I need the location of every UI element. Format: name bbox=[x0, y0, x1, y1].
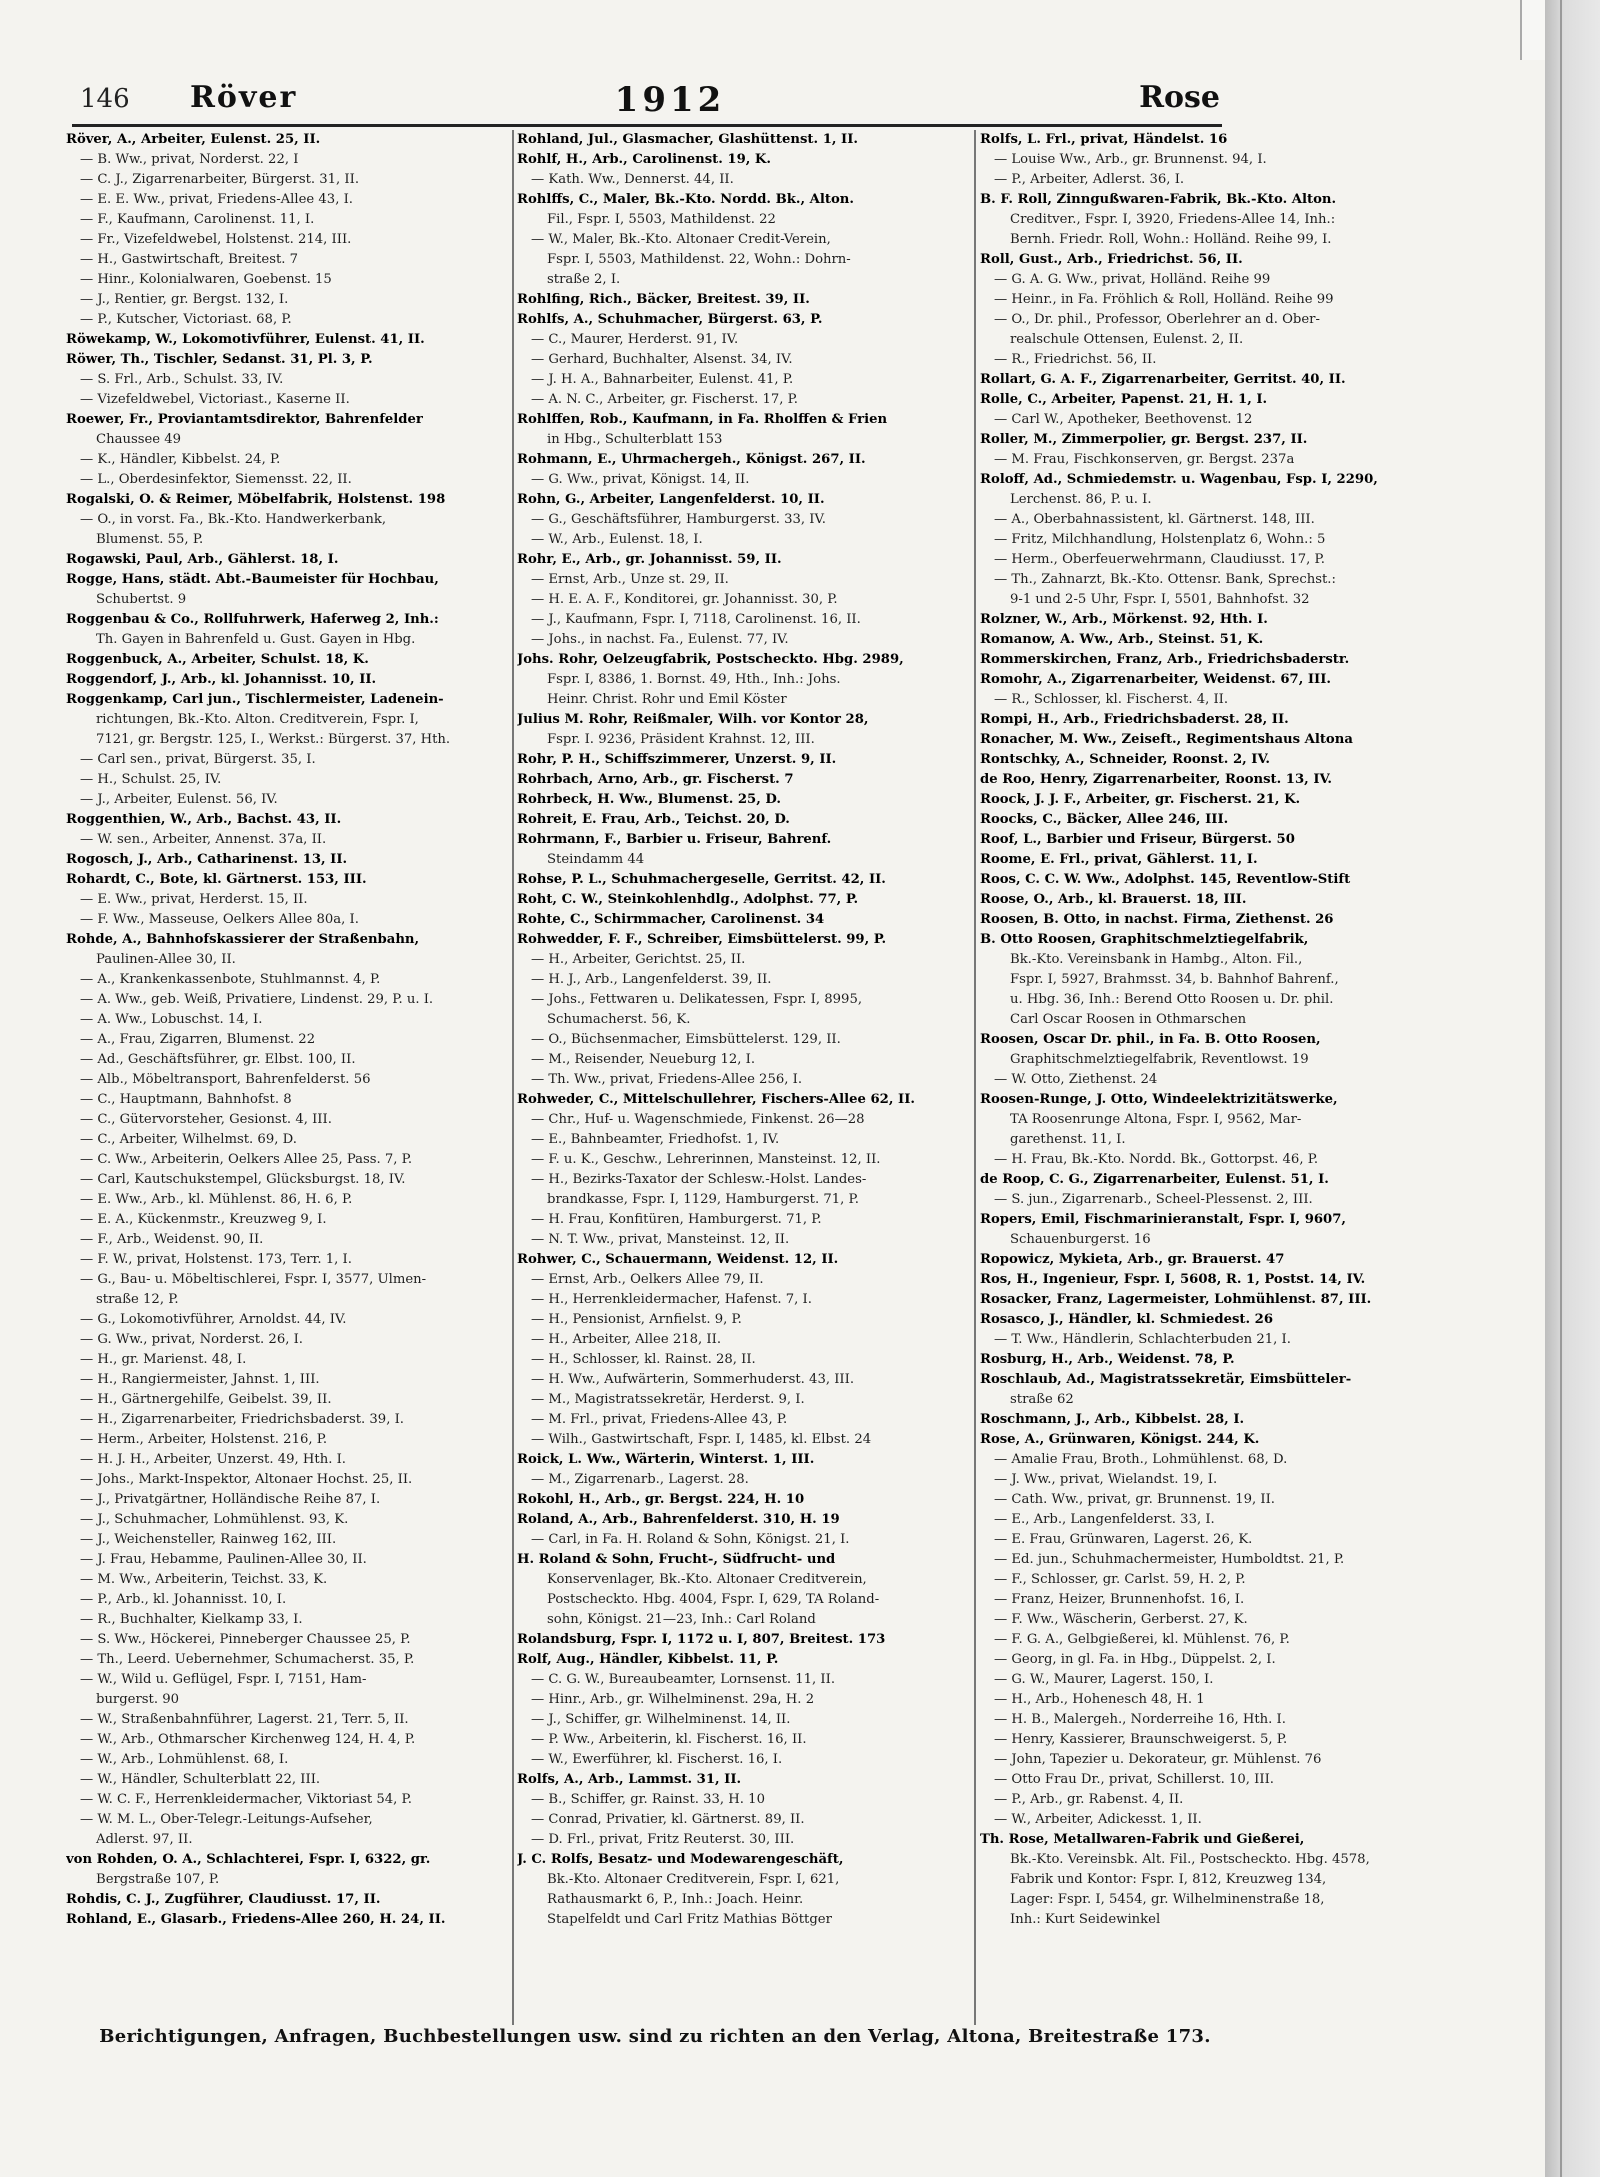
directory-entry: Bk.-Kto. Vereinsbk. Alt. Fil., Postscheckto. Hbg. 4578, bbox=[1010, 1852, 1370, 1867]
directory-entry: Julius M. Rohr, Reißmaler, Wilh. vor Kontor 28, bbox=[517, 712, 869, 727]
directory-entry: — W. sen., Arbeiter, Annenst. 37a, II. bbox=[80, 832, 327, 847]
directory-entry: — B., Schiffer, gr. Rainst. 33, H. 10 bbox=[531, 1792, 765, 1807]
directory-column-1 bbox=[66, 130, 510, 2015]
directory-entry: — K., Händler, Kibbelst. 24, P. bbox=[80, 452, 281, 467]
scan-margin-line bbox=[1560, 0, 1562, 2177]
directory-entry: Rohdis, C. J., Zugführer, Claudiusst. 17, II. bbox=[66, 1892, 381, 1907]
directory-entry: Lager: Fspr. I, 5454, gr. Wilhelminenstraße 18, bbox=[1010, 1892, 1325, 1907]
directory-entry: — F. Ww., Masseuse, Oelkers Allee 80a, I. bbox=[80, 912, 359, 927]
directory-entry: — Ernst, Arb., Oelkers Allee 79, II. bbox=[531, 1272, 764, 1287]
directory-entry: — F. W., privat, Holstenst. 173, Terr. 1, I. bbox=[80, 1252, 352, 1267]
directory-entry: — J., Arbeiter, Eulenst. 56, IV. bbox=[80, 792, 278, 807]
directory-entry: — A., Oberbahnassistent, kl. Gärtnerst. 148, III. bbox=[994, 512, 1315, 527]
publisher-footer: Berichtigungen, Anfragen, Buchbestellungen usw. sind zu richten an den Verlag, Altona, Breitestraße 173. bbox=[99, 2026, 1211, 2047]
directory-entry: — P., Arb., kl. Johannisst. 10, I. bbox=[80, 1592, 287, 1607]
directory-entry: — H. J., Arb., Langenfelderst. 39, II. bbox=[531, 972, 772, 987]
directory-entry: Th. Rose, Metallwaren-Fabrik und Gießerei, bbox=[980, 1832, 1305, 1847]
directory-entry: TA Roosenrunge Altona, Fspr. I, 9562, Mar- bbox=[1010, 1112, 1302, 1127]
directory-entry: — W., Arb., Othmarscher Kirchenweg 124, H. 4, P. bbox=[80, 1732, 416, 1747]
directory-entry: — H., Arbeiter, Gerichtst. 25, II. bbox=[531, 952, 746, 967]
directory-entry: — Alb., Möbeltransport, Bahrenfelderst. 56 bbox=[80, 1072, 371, 1087]
directory-entry: — O., Büchsenmacher, Eimsbüttelerst. 129, II. bbox=[531, 1032, 841, 1047]
right-catchword: Rose bbox=[1139, 80, 1220, 115]
directory-entry: — C., Gütervorsteher, Gesionst. 4, III. bbox=[80, 1112, 332, 1127]
directory-entry: — E. Ww., privat, Herderst. 15, II. bbox=[80, 892, 308, 907]
directory-entry: — Heinr., in Fa. Fröhlich & Roll, Holländ. Reihe 99 bbox=[994, 292, 1334, 307]
directory-entry: — Carl W., Apotheker, Beethovenst. 12 bbox=[994, 412, 1253, 427]
directory-entry: — J., Privatgärtner, Holländische Reihe 87, I. bbox=[80, 1492, 381, 1507]
scan-margin bbox=[1545, 0, 1600, 2177]
year-heading: 1912 bbox=[614, 80, 726, 120]
directory-entry: 7121, gr. Bergstr. 125, I., Werkst.: Bürgerst. 37, Hth. bbox=[96, 732, 451, 747]
directory-entry: — G., Bau- u. Möbeltischlerei, Fspr. I, 3577, Ulmen- bbox=[80, 1272, 427, 1287]
directory-entry: — Georg, in gl. Fa. in Hbg., Düppelst. 2, I. bbox=[994, 1652, 1276, 1667]
directory-entry: — E., Arb., Langenfelderst. 33, I. bbox=[994, 1512, 1215, 1527]
directory-entry: — H., Herrenkleidermacher, Hafenst. 7, I. bbox=[531, 1292, 812, 1307]
directory-entry: Inh.: Kurt Seidewinkel bbox=[1010, 1912, 1161, 1927]
directory-entry: — E. Frau, Grünwaren, Lagerst. 26, K. bbox=[994, 1532, 1253, 1547]
directory-entry: — W., Händler, Schulterblatt 22, III. bbox=[80, 1772, 321, 1787]
directory-entry: Rose, A., Grünwaren, Königst. 244, K. bbox=[980, 1432, 1260, 1447]
directory-entry: — H. Ww., Aufwärterin, Sommerhuderst. 43, III. bbox=[531, 1372, 855, 1387]
directory-entry: Roosen-Runge, J. Otto, Windeelektrizitätswerke, bbox=[980, 1092, 1338, 1107]
directory-entry: Rohde, A., Bahnhofskassierer der Straßenbahn, bbox=[66, 932, 420, 947]
directory-entry: — C., Arbeiter, Wilhelmst. 69, D. bbox=[80, 1132, 297, 1147]
directory-entry: Rohweder, C., Mittelschullehrer, Fischers-Allee 62, II. bbox=[517, 1092, 915, 1107]
directory-entry: — R., Buchhalter, Kielkamp 33, I. bbox=[80, 1612, 303, 1627]
directory-entry: — C. G. W., Bureaubeamter, Lornsenst. 11, II. bbox=[531, 1672, 836, 1687]
directory-entry: — Fritz, Milchhandlung, Holstenplatz 6, Wohn.: 5 bbox=[994, 532, 1326, 547]
directory-entry: Roof, L., Barbier und Friseur, Bürgerst. 50 bbox=[980, 832, 1295, 847]
directory-entry: — W., Straßenbahnführer, Lagerst. 21, Terr. 5, II. bbox=[80, 1712, 409, 1727]
directory-entry: Rolfs, A., Arb., Lammst. 31, II. bbox=[517, 1772, 742, 1787]
directory-entry: — A. Ww., geb. Weiß, Privatiere, Lindenst. 29, P. u. I. bbox=[80, 992, 434, 1007]
directory-entry: Rompi, H., Arb., Friedrichsbaderst. 28, II. bbox=[980, 712, 1289, 727]
directory-entry: — H., Arbeiter, Allee 218, II. bbox=[531, 1332, 722, 1347]
directory-entry: Rohn, G., Arbeiter, Langenfelderst. 10, II. bbox=[517, 492, 825, 507]
directory-entry: — Th., Leerd. Uebernehmer, Schumacherst. 35, P. bbox=[80, 1652, 415, 1667]
directory-entry: — Amalie Frau, Broth., Lohmühlenst. 68, D. bbox=[994, 1452, 1288, 1467]
directory-entry: Schumacherst. 56, K. bbox=[547, 1012, 691, 1027]
directory-entry: Bergstraße 107, P. bbox=[96, 1872, 220, 1887]
directory-entry: — P., Arbeiter, Adlerst. 36, I. bbox=[994, 172, 1185, 187]
directory-entry: Th. Gayen in Bahrenfeld u. Gust. Gayen in Hbg. bbox=[96, 632, 416, 647]
directory-entry: Adlerst. 97, II. bbox=[96, 1832, 193, 1847]
directory-entry: — H. J. H., Arbeiter, Unzerst. 49, Hth. I. bbox=[80, 1452, 346, 1467]
directory-entry: Roosen, Oscar Dr. phil., in Fa. B. Otto Roosen, bbox=[980, 1032, 1321, 1047]
directory-entry: Schubertst. 9 bbox=[96, 592, 187, 607]
directory-entry: Rohr, P. H., Schiffszimmerer, Unzerst. 9, II. bbox=[517, 752, 837, 767]
directory-entry: — D. Frl., privat, Fritz Reuterst. 30, III. bbox=[531, 1832, 795, 1847]
column-divider bbox=[512, 130, 514, 2025]
directory-entry: Rolzner, W., Arb., Mörkenst. 92, Hth. I. bbox=[980, 612, 1268, 627]
directory-entry: Roose, O., Arb., kl. Brauerst. 18, III. bbox=[980, 892, 1247, 907]
directory-entry: Bk.-Kto. Altonaer Creditverein, Fspr. I, 621, bbox=[547, 1872, 840, 1887]
directory-entry: Röver, A., Arbeiter, Eulenst. 25, II. bbox=[66, 132, 321, 147]
directory-entry: — H. Frau, Bk.-Kto. Nordd. Bk., Gottorpst. 46, P. bbox=[994, 1152, 1319, 1167]
directory-entry: — Herm., Oberfeuerwehrmann, Claudiusst. 17, P. bbox=[994, 552, 1325, 567]
directory-entry: — H. Frau, Konfitüren, Hamburgerst. 71, P. bbox=[531, 1212, 822, 1227]
directory-entry: Roland, A., Arb., Bahrenfelderst. 310, H. 19 bbox=[517, 1512, 840, 1527]
directory-entry: — F., Arb., Weidenst. 90, II. bbox=[80, 1232, 264, 1247]
directory-entry: — Herm., Arbeiter, Holstenst. 216, P. bbox=[80, 1432, 328, 1447]
directory-entry: straße 62 bbox=[1010, 1392, 1074, 1407]
directory-entry: — Conrad, Privatier, kl. Gärtnerst. 89, II. bbox=[531, 1812, 805, 1827]
directory-entry: Heinr. Christ. Rohr und Emil Köster bbox=[547, 692, 787, 707]
directory-entry: — M. Ww., Arbeiterin, Teichst. 33, K. bbox=[80, 1572, 328, 1587]
directory-entry: — N. T. Ww., privat, Mansteinst. 12, II. bbox=[531, 1232, 790, 1247]
directory-entry: Röwer, Th., Tischler, Sedanst. 31, Pl. 3, P. bbox=[66, 352, 373, 367]
directory-entry: Roschlaub, Ad., Magistratssekretär, Eimsbütteler- bbox=[980, 1372, 1352, 1387]
directory-entry: — H., Rangiermeister, Jahnst. 1, III. bbox=[80, 1372, 320, 1387]
directory-entry: — A. Ww., Lobuschst. 14, I. bbox=[80, 1012, 263, 1027]
directory-entry: — G. Ww., privat, Königst. 14, II. bbox=[531, 472, 750, 487]
directory-entry: — F. Ww., Wäscherin, Gerberst. 27, K. bbox=[994, 1612, 1248, 1627]
directory-entry: brandkasse, Fspr. I, 1129, Hamburgerst. 71, P. bbox=[547, 1192, 859, 1207]
header-rule bbox=[72, 124, 1222, 127]
directory-entry: B. Otto Roosen, Graphitschmelztiegelfabrik, bbox=[980, 932, 1309, 947]
directory-entry: Rogosch, J., Arb., Catharinenst. 13, II. bbox=[66, 852, 348, 867]
directory-entry: — Ed. jun., Schuhmachermeister, Humboldtst. 21, P. bbox=[994, 1552, 1345, 1567]
directory-entry: — G. W., Maurer, Lagerst. 150, I. bbox=[994, 1672, 1214, 1687]
directory-entry: Rosasco, J., Händler, kl. Schmiedest. 26 bbox=[980, 1312, 1274, 1327]
directory-entry: — G. Ww., privat, Norderst. 26, I. bbox=[80, 1332, 303, 1347]
directory-entry: — A. N. C., Arbeiter, gr. Fischerst. 17, P. bbox=[531, 392, 799, 407]
directory-entry: Rosburg, H., Arb., Weidenst. 78, P. bbox=[980, 1352, 1235, 1367]
directory-entry: — P., Arb., gr. Rabenst. 4, II. bbox=[994, 1792, 1184, 1807]
directory-entry: — R., Schlosser, kl. Fischerst. 4, II. bbox=[994, 692, 1229, 707]
directory-entry: Postscheckto. Hbg. 4004, Fspr. I, 629, TA Roland- bbox=[547, 1592, 880, 1607]
directory-entry: Bk.-Kto. Vereinsbank in Hambg., Alton. Fil., bbox=[1010, 952, 1303, 967]
directory-entry: — M., Reisender, Neueburg 12, I. bbox=[531, 1052, 756, 1067]
directory-entry: — B. Ww., privat, Norderst. 22, I bbox=[80, 152, 299, 167]
directory-entry: — M., Zigarrenarb., Lagerst. 28. bbox=[531, 1472, 749, 1487]
directory-entry: H. Roland & Sohn, Frucht-, Südfrucht- und bbox=[517, 1552, 836, 1567]
directory-entry: — H. B., Malergeh., Norderreihe 16, Hth. I. bbox=[994, 1712, 1286, 1727]
directory-entry: — G. A. G. Ww., privat, Holländ. Reihe 99 bbox=[994, 272, 1271, 287]
directory-entry: — Chr., Huf- u. Wagenschmiede, Finkenst. 26—28 bbox=[531, 1112, 865, 1127]
directory-entry: J. C. Rolfs, Besatz- und Modewarengeschäft, bbox=[517, 1852, 844, 1867]
directory-entry: — F., Schlosser, gr. Carlst. 59, H. 2, P. bbox=[994, 1572, 1246, 1587]
directory-entry: — H., Zigarrenarbeiter, Friedrichsbaderst. 39, I. bbox=[80, 1412, 404, 1427]
directory-entry: Rohlfing, Rich., Bäcker, Breitest. 39, II. bbox=[517, 292, 810, 307]
directory-entry: Rohwer, C., Schauermann, Weidenst. 12, II. bbox=[517, 1252, 839, 1267]
directory-entry: — C. J., Zigarrenarbeiter, Bürgerst. 31, II. bbox=[80, 172, 360, 187]
directory-entry: Roome, E. Frl., privat, Gählerst. 11, I. bbox=[980, 852, 1258, 867]
directory-entry: Roschmann, J., Arb., Kibbelst. 28, I. bbox=[980, 1412, 1245, 1427]
directory-entry: Rosacker, Franz, Lagermeister, Lohmühlenst. 87, III. bbox=[980, 1292, 1372, 1307]
directory-entry: — J. Ww., privat, Wielandst. 19, I. bbox=[994, 1472, 1218, 1487]
directory-entry: — S. Frl., Arb., Schulst. 33, IV. bbox=[80, 372, 284, 387]
directory-entry: — E. Ww., Arb., kl. Mühlenst. 86, H. 6, P. bbox=[80, 1192, 353, 1207]
directory-entry: Rohrbeck, H. Ww., Blumenst. 25, D. bbox=[517, 792, 781, 807]
directory-entry: — W., Arbeiter, Adickesst. 1, II. bbox=[994, 1812, 1202, 1827]
directory-entry: de Roo, Henry, Zigarrenarbeiter, Roonst. 13, IV. bbox=[980, 772, 1333, 787]
directory-entry: Roht, C. W., Steinkohlenhdlg., Adolphst. 77, P. bbox=[517, 892, 859, 907]
directory-entry: Stapelfeldt und Carl Fritz Mathias Böttger bbox=[547, 1912, 832, 1927]
directory-entry: Rommerskirchen, Franz, Arb., Friedrichsbaderstr. bbox=[980, 652, 1350, 667]
directory-entry: — Carl, in Fa. H. Roland & Sohn, Königst. 21, I. bbox=[531, 1532, 850, 1547]
directory-entry: richtungen, Bk.-Kto. Alton. Creditverein, Fspr. I, bbox=[96, 712, 419, 727]
directory-entry: Ropowicz, Mykieta, Arb., gr. Brauerst. 47 bbox=[980, 1252, 1285, 1267]
directory-entry: — Gerhard, Buchhalter, Alsenst. 34, IV. bbox=[531, 352, 793, 367]
directory-entry: Rohland, Jul., Glasmacher, Glashüttenst. 1, II. bbox=[517, 132, 858, 147]
directory-entry: — Franz, Heizer, Brunnenhofst. 16, I. bbox=[994, 1592, 1245, 1607]
directory-entry: — Johs., Markt-Inspektor, Altonaer Hochst. 25, II. bbox=[80, 1472, 413, 1487]
directory-entry: — P. Ww., Arbeiterin, kl. Fischerst. 16, II. bbox=[531, 1732, 807, 1747]
directory-entry: — C., Hauptmann, Bahnhofst. 8 bbox=[80, 1092, 292, 1107]
directory-entry: Fspr. I, 5927, Brahmsst. 34, b. Bahnhof Bahrenf., bbox=[1010, 972, 1339, 987]
directory-entry: Roewer, Fr., Proviantamtsdirektor, Bahrenfelder bbox=[66, 412, 423, 427]
directory-entry: Rohlf, H., Arb., Carolinenst. 19, K. bbox=[517, 152, 771, 167]
directory-entry: — H., Schulst. 25, IV. bbox=[80, 772, 222, 787]
directory-entry: — J., Rentier, gr. Bergst. 132, I. bbox=[80, 292, 289, 307]
directory-entry: — Louise Ww., Arb., gr. Brunnenst. 94, I. bbox=[994, 152, 1267, 167]
directory-entry: — Cath. Ww., privat, gr. Brunnenst. 19, II. bbox=[994, 1492, 1275, 1507]
directory-entry: — Ad., Geschäftsführer, gr. Elbst. 100, II. bbox=[80, 1052, 356, 1067]
directory-entry: de Roop, C. G., Zigarrenarbeiter, Eulenst. 51, I. bbox=[980, 1172, 1329, 1187]
directory-entry: — A., Frau, Zigarren, Blumenst. 22 bbox=[80, 1032, 316, 1047]
directory-entry: — H., gr. Marienst. 48, I. bbox=[80, 1352, 247, 1367]
directory-entry: — J., Kaufmann, Fspr. I, 7118, Carolinenst. 16, II. bbox=[531, 612, 861, 627]
directory-entry: Blumenst. 55, P. bbox=[96, 532, 204, 547]
directory-entry: — L., Oberdesinfektor, Siemensst. 22, II. bbox=[80, 472, 352, 487]
directory-column-3 bbox=[980, 130, 1405, 2015]
directory-column-2 bbox=[517, 130, 967, 2015]
directory-entry: — T. Ww., Händlerin, Schlachterbuden 21, I. bbox=[994, 1332, 1291, 1347]
directory-entry: Ros, H., Ingenieur, Fspr. I, 5608, R. 1, Postst. 14, IV. bbox=[980, 1272, 1366, 1287]
directory-entry: — H., Gärtnergehilfe, Geibelst. 39, II. bbox=[80, 1392, 332, 1407]
directory-entry: — E. E. Ww., privat, Friedens-Allee 43, I. bbox=[80, 192, 353, 207]
directory-entry: Romanow, A. Ww., Arb., Steinst. 51, K. bbox=[980, 632, 1264, 647]
directory-entry: — S. Ww., Höckerei, Pinneberger Chaussee 25, P. bbox=[80, 1632, 411, 1647]
directory-entry: Roggenbau & Co., Rollfuhrwerk, Haferweg 2, Inh.: bbox=[66, 612, 439, 627]
directory-entry: — W. M. L., Ober-Telegr.-Leitungs-Aufseher, bbox=[80, 1812, 373, 1827]
directory-entry: Rontschky, A., Schneider, Roonst. 2, IV. bbox=[980, 752, 1270, 767]
directory-entry: — H., Schlosser, kl. Rainst. 28, II. bbox=[531, 1352, 756, 1367]
directory-entry: Steindamm 44 bbox=[547, 852, 645, 867]
directory-entry: — F. G. A., Gelbgießerei, kl. Mühlenst. 76, P. bbox=[994, 1632, 1290, 1647]
directory-entry: Roloff, Ad., Schmiedemstr. u. Wagenbau, Fsp. I, 2290, bbox=[980, 472, 1378, 487]
directory-entry: — J., Schiffer, gr. Wilhelminenst. 14, II. bbox=[531, 1712, 791, 1727]
directory-entry: Rohr, E., Arb., gr. Johannisst. 59, II. bbox=[517, 552, 782, 567]
directory-entry: — Carl, Kautschukstempel, Glücksburgst. 18, IV. bbox=[80, 1172, 406, 1187]
directory-entry: — C., Maurer, Herderst. 91, IV. bbox=[531, 332, 739, 347]
directory-entry: Rohreit, E. Frau, Arb., Teichst. 20, D. bbox=[517, 812, 790, 827]
directory-entry: — H., Bezirks-Taxator der Schlesw.-Holst. Landes- bbox=[531, 1172, 867, 1187]
directory-entry: — G., Geschäftsführer, Hamburgerst. 33, IV. bbox=[531, 512, 826, 527]
directory-entry: Rohardt, C., Bote, kl. Gärtnerst. 153, III. bbox=[66, 872, 367, 887]
directory-entry: Paulinen-Allee 30, II. bbox=[96, 952, 236, 967]
directory-entry: — Th., Zahnarzt, Bk.-Kto. Ottensr. Bank, Sprechst.: bbox=[994, 572, 1336, 587]
directory-entry: — F. u. K., Geschw., Lehrerinnen, Mansteinst. 12, II. bbox=[531, 1152, 881, 1167]
directory-entry: — H., Pensionist, Arnfielst. 9, P. bbox=[531, 1312, 742, 1327]
directory-entry: Rogge, Hans, städt. Abt.-Baumeister für Hochbau, bbox=[66, 572, 439, 587]
directory-entry: — Johs., in nachst. Fa., Eulenst. 77, IV. bbox=[531, 632, 789, 647]
directory-entry: Rohlffen, Rob., Kaufmann, in Fa. Rholffen & Frien bbox=[517, 412, 888, 427]
directory-entry: Rolle, C., Arbeiter, Papenst. 21, H. 1, I. bbox=[980, 392, 1268, 407]
directory-entry: Röwekamp, W., Lokomotivführer, Eulenst. 41, II. bbox=[66, 332, 425, 347]
directory-entry: — O., Dr. phil., Professor, Oberlehrer an d. Ober- bbox=[994, 312, 1320, 327]
directory-entry: realschule Ottensen, Eulenst. 2, II. bbox=[1010, 332, 1244, 347]
directory-entry: — S. jun., Zigarrenarb., Scheel-Plessenst. 2, III. bbox=[994, 1192, 1313, 1207]
directory-entry: Rolandsburg, Fspr. I, 1172 u. I, 807, Breitest. 173 bbox=[517, 1632, 886, 1647]
directory-entry: — M. Frau, Fischkonserven, gr. Bergst. 237a bbox=[994, 452, 1295, 467]
page-number: 146 bbox=[80, 84, 130, 114]
directory-entry: Fabrik und Kontor: Fspr. I, 812, Kreuzweg 134, bbox=[1010, 1872, 1327, 1887]
directory-entry: Rohland, E., Glasarb., Friedens-Allee 260, H. 24, II. bbox=[66, 1912, 446, 1927]
directory-entry: — J., Schuhmacher, Lohmühlenst. 93, K. bbox=[80, 1512, 349, 1527]
directory-entry: Roggendorf, J., Arb., kl. Johannisst. 10, II. bbox=[66, 672, 377, 687]
directory-entry: Rohwedder, F. F., Schreiber, Eimsbüttelerst. 99, P. bbox=[517, 932, 887, 947]
directory-entry: — J. Frau, Hebamme, Paulinen-Allee 30, II. bbox=[80, 1552, 367, 1567]
directory-entry: — M., Magistratssekretär, Herderst. 9, I. bbox=[531, 1392, 805, 1407]
directory-entry: — Henry, Kassierer, Braunschweigerst. 5, P. bbox=[994, 1732, 1288, 1747]
directory-entry: Bernh. Friedr. Roll, Wohn.: Holländ. Reihe 99, I. bbox=[1010, 232, 1332, 247]
directory-entry: sohn, Königst. 21—23, Inh.: Carl Roland bbox=[547, 1612, 816, 1627]
directory-entry: Rohrmann, F., Barbier u. Friseur, Bahrenf. bbox=[517, 832, 832, 847]
directory-entry: — W., Wild u. Geflügel, Fspr. I, 7151, Ham- bbox=[80, 1672, 367, 1687]
directory-entry: Rolfs, L. Frl., privat, Händelst. 16 bbox=[980, 132, 1228, 147]
directory-entry: Roggenbuck, A., Arbeiter, Schulst. 18, K. bbox=[66, 652, 369, 667]
directory-entry: — E., Bahnbeamter, Friedhofst. 1, IV. bbox=[531, 1132, 780, 1147]
directory-entry: — J., Weichensteller, Rainweg 162, III. bbox=[80, 1532, 337, 1547]
directory-entry: Fspr. I, 8386, 1. Bornst. 49, Hth., Inh.: Johs. bbox=[547, 672, 841, 687]
directory-entry: Roll, Gust., Arb., Friedrichst. 56, II. bbox=[980, 252, 1243, 267]
directory-entry: Lerchenst. 86, P. u. I. bbox=[1010, 492, 1152, 507]
directory-entry: — J. H. A., Bahnarbeiter, Eulenst. 41, P. bbox=[531, 372, 794, 387]
column-divider bbox=[974, 130, 976, 2025]
directory-entry: u. Hbg. 36, Inh.: Berend Otto Roosen u. Dr. phil. bbox=[1010, 992, 1334, 1007]
left-catchword: Röver bbox=[190, 80, 298, 115]
directory-entry: — Th. Ww., privat, Friedens-Allee 256, I. bbox=[531, 1072, 803, 1087]
directory-entry: Roick, L. Ww., Wärterin, Winterst. 1, III. bbox=[517, 1452, 815, 1467]
directory-entry: — A., Krankenkassenbote, Stuhlmannst. 4, P. bbox=[80, 972, 381, 987]
directory-entry: — G., Lokomotivführer, Arnoldst. 44, IV. bbox=[80, 1312, 347, 1327]
directory-entry: Ropers, Emil, Fischmarinieranstalt, Fspr. I, 9607, bbox=[980, 1212, 1346, 1227]
directory-entry: Roggenthien, W., Arb., Bachst. 43, II. bbox=[66, 812, 342, 827]
directory-entry: — Vizefeldwebel, Victoriast., Kaserne II. bbox=[80, 392, 350, 407]
directory-entry: — Carl sen., privat, Bürgerst. 35, I. bbox=[80, 752, 316, 767]
directory-entry: Schauenburgerst. 16 bbox=[1010, 1232, 1151, 1247]
directory-entry: straße 12, P. bbox=[96, 1292, 179, 1307]
directory-entry: Roocks, C., Bäcker, Allee 246, III. bbox=[980, 812, 1229, 827]
page-header bbox=[80, 80, 1220, 122]
directory-entry: — E. A., Kückenmstr., Kreuzweg 9, I. bbox=[80, 1212, 327, 1227]
directory-entry: straße 2, I. bbox=[547, 272, 621, 287]
directory-entry: Roggenkamp, Carl jun., Tischlermeister, Ladenein- bbox=[66, 692, 444, 707]
directory-entry: — Hinr., Kolonialwaren, Goebenst. 15 bbox=[80, 272, 332, 287]
directory-entry: — H., Gastwirtschaft, Breitest. 7 bbox=[80, 252, 299, 267]
directory-entry: — W., Arb., Lohmühlenst. 68, I. bbox=[80, 1752, 289, 1767]
directory-entry: — Ernst, Arb., Unze st. 29, II. bbox=[531, 572, 729, 587]
directory-entry: Rohse, P. L., Schuhmachergeselle, Gerritst. 42, II. bbox=[517, 872, 886, 887]
directory-entry: Chaussee 49 bbox=[96, 432, 182, 447]
directory-entry: Rokohl, H., Arb., gr. Bergst. 224, H. 10 bbox=[517, 1492, 805, 1507]
directory-entry: — P., Kutscher, Victoriast. 68, P. bbox=[80, 312, 292, 327]
directory-entry: — W. Otto, Ziethenst. 24 bbox=[994, 1072, 1158, 1087]
directory-entry: Fspr. I, 5503, Mathildenst. 22, Wohn.: Dohrn- bbox=[547, 252, 851, 267]
directory-entry: Romohr, A., Zigarrenarbeiter, Weidenst. 67, III. bbox=[980, 672, 1331, 687]
directory-entry: Rohmann, E., Uhrmachergeh., Königst. 267, II. bbox=[517, 452, 866, 467]
directory-entry: — John, Tapezier u. Dekorateur, gr. Mühlenst. 76 bbox=[994, 1752, 1322, 1767]
directory-entry: — W., Maler, Bk.-Kto. Altonaer Credit-Verein, bbox=[531, 232, 831, 247]
directory-entry: — Wilh., Gastwirtschaft, Fspr. I, 1485, kl. Elbst. 24 bbox=[531, 1432, 872, 1447]
directory-entry: Johs. Rohr, Oelzeugfabrik, Postscheckto. Hbg. 2989, bbox=[517, 652, 904, 667]
directory-entry: Ronacher, M. Ww., Zeiseft., Regimentshaus Altona bbox=[980, 732, 1353, 747]
directory-entry: Rohlfs, A., Schuhmacher, Bürgerst. 63, P. bbox=[517, 312, 823, 327]
directory-entry: Rogalski, O. & Reimer, Möbelfabrik, Holstenst. 198 bbox=[66, 492, 446, 507]
directory-entry: — F., Kaufmann, Carolinenst. 11, I. bbox=[80, 212, 315, 227]
directory-entry: — Johs., Fettwaren u. Delikatessen, Fspr. I, 8995, bbox=[531, 992, 863, 1007]
directory-entry: Graphitschmelztiegelfabrik, Reventlowst. 19 bbox=[1010, 1052, 1309, 1067]
directory-entry: Roosen, B. Otto, in nachst. Firma, Ziethenst. 26 bbox=[980, 912, 1334, 927]
directory-entry: Roller, M., Zimmerpolier, gr. Bergst. 237, II. bbox=[980, 432, 1308, 447]
directory-entry: — H., Arb., Hohenesch 48, H. 1 bbox=[994, 1692, 1205, 1707]
directory-entry: Roock, J. J. F., Arbeiter, gr. Fischerst. 21, K. bbox=[980, 792, 1301, 807]
directory-entry: — Fr., Vizefeldwebel, Holstenst. 214, III. bbox=[80, 232, 352, 247]
directory-entry: — Hinr., Arb., gr. Wilhelminenst. 29a, H. 2 bbox=[531, 1692, 815, 1707]
directory-entry: B. F. Roll, Zinngußwaren-Fabrik, Bk.-Kto. Alton. bbox=[980, 192, 1337, 207]
directory-entry: burgerst. 90 bbox=[96, 1692, 180, 1707]
directory-entry: — Otto Frau Dr., privat, Schillerst. 10, III. bbox=[994, 1772, 1274, 1787]
directory-entry: Rogawski, Paul, Arb., Gählerst. 18, I. bbox=[66, 552, 339, 567]
directory-entry: Rolf, Aug., Händler, Kibbelst. 11, P. bbox=[517, 1652, 779, 1667]
directory-entry: Carl Oscar Roosen in Othmarschen bbox=[1010, 1012, 1247, 1027]
directory-entry: in Hbg., Schulterblatt 153 bbox=[547, 432, 723, 447]
directory-entry: — W., Ewerführer, kl. Fischerst. 16, I. bbox=[531, 1752, 783, 1767]
directory-entry: 9-1 und 2-5 Uhr, Fspr. I, 5501, Bahnhofst. 32 bbox=[1010, 592, 1310, 607]
directory-entry: Fil., Fspr. I, 5503, Mathildenst. 22 bbox=[547, 212, 776, 227]
directory-entry: — O., in vorst. Fa., Bk.-Kto. Handwerkerbank, bbox=[80, 512, 387, 527]
directory-entry: — H. E. A. F., Konditorei, gr. Johannisst. 30, P. bbox=[531, 592, 838, 607]
directory-entry: Rohrbach, Arno, Arb., gr. Fischerst. 7 bbox=[517, 772, 794, 787]
directory-entry: Konservenlager, Bk.-Kto. Altonaer Creditverein, bbox=[547, 1572, 867, 1587]
directory-entry: — Kath. Ww., Dennerst. 44, II. bbox=[531, 172, 734, 187]
directory-entry: — W. C. F., Herrenkleidermacher, Viktoriast 54, P. bbox=[80, 1792, 412, 1807]
directory-entry: Fspr. I. 9236, Präsident Krahnst. 12, III. bbox=[547, 732, 815, 747]
directory-entry: Rathausmarkt 6, P., Inh.: Joach. Heinr. bbox=[547, 1892, 804, 1907]
directory-entry: Rohte, C., Schirmmacher, Carolinenst. 34 bbox=[517, 912, 825, 927]
directory-entry: von Rohden, O. A., Schlachterei, Fspr. I, 6322, gr. bbox=[66, 1852, 431, 1867]
directory-entry: Rohlffs, C., Maler, Bk.-Kto. Nordd. Bk., Alton. bbox=[517, 192, 854, 207]
directory-entry: — R., Friedrichst. 56, II. bbox=[994, 352, 1157, 367]
directory-entry: — M. Frl., privat, Friedens-Allee 43, P. bbox=[531, 1412, 788, 1427]
directory-entry: Roos, C. C. W. Ww., Adolphst. 145, Reventlow-Stift bbox=[980, 872, 1351, 887]
directory-entry: garethenst. 11, I. bbox=[1010, 1132, 1126, 1147]
directory-entry: — C. Ww., Arbeiterin, Oelkers Allee 25, Pass. 7, P. bbox=[80, 1152, 413, 1167]
directory-entry: Creditver., Fspr. I, 3920, Friedens-Allee 14, Inh.: bbox=[1010, 212, 1336, 227]
directory-entry: — W., Arb., Eulenst. 18, I. bbox=[531, 532, 703, 547]
directory-entry: Rollart, G. A. F., Zigarrenarbeiter, Gerritst. 40, II. bbox=[980, 372, 1346, 387]
